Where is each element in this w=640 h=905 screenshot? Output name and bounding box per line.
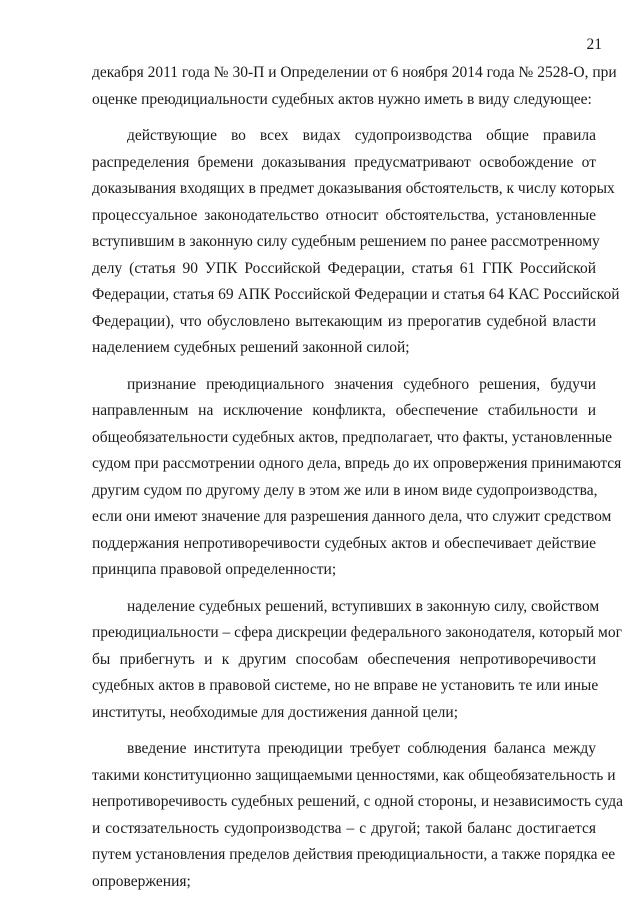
- text-line: направленным на исключение конфликта, обеспечение стабильности и: [92, 402, 596, 419]
- text-line: доказывания входящих в предмет доказывания обстоятельств, к числу которых: [92, 180, 615, 197]
- page-number: 21: [586, 36, 602, 53]
- text-line: если они имеют значение для разрешения данного дела, что служит средством: [92, 508, 612, 525]
- text-line: другим судом по другому делу в этом же или в ином виде судопроизводства,: [92, 481, 598, 499]
- text-line: декабря 2011 года № 30-П и Определении от 6 ноября 2014 года № 2528-О, при: [92, 64, 617, 81]
- text-line: наделением судебных решений законной силой;: [92, 339, 410, 356]
- paragraph: [92, 123, 620, 362]
- document-body: [92, 60, 623, 895]
- text-line: такими конституционно защищаемыми ценностями, как общеобязательность и: [92, 766, 616, 784]
- text-line: процессуальное законодательство относит обстоятельства, установленные: [92, 206, 596, 224]
- text-line: вступившим в законную силу судебным решением по ранее рассмотренному: [92, 233, 600, 250]
- text-line: опровержения;: [92, 872, 191, 890]
- text-line: наделение судебных решений, вступивших в законную силу, свойством: [127, 597, 600, 615]
- text-line: действующие во всех видах судопроизводства общие правила: [127, 127, 596, 144]
- text-line: общеобязательности судебных актов, предполагает, что факты, установленные: [92, 428, 613, 446]
- text-line: путем установления пределов действия преюдициальности, а также порядка ее: [92, 846, 616, 863]
- text-line: признание преюдициального значения судебного решения, будучи: [127, 375, 596, 393]
- text-line: Федерации), что обусловлено вытекающим из прерогатив судебной власти: [92, 312, 596, 330]
- text-line: поддержания непротиворечивости судебных актов и обеспечивает действие: [92, 534, 596, 552]
- text-line: судебных актов в правовой системе, но не вправе не установить те или иные: [92, 677, 599, 694]
- text-line: делу (статья 90 УПК Российской Федерации, статья 61 ГПК Российской: [92, 259, 596, 277]
- paragraph: [92, 594, 622, 727]
- text-line: судом при рассмотрении одного дела, впредь до их опровержения принимаются: [92, 455, 622, 472]
- paragraph: [92, 736, 623, 895]
- text-line: принципа правовой определенности;: [92, 561, 337, 578]
- text-line: бы прибегнуть и к другим способам обеспечения непротиворечивости: [92, 650, 596, 668]
- text-line: и состязательность судопроизводства – с другой; такой баланс достигается: [92, 819, 596, 837]
- text-line: оценке преюдициальности судебных актов нужно иметь в виду следующее:: [92, 90, 592, 108]
- paragraph: [92, 372, 622, 584]
- text-line: Федерации, статья 69 АПК Российской Федерации и статья 64 КАС Российской: [92, 286, 620, 303]
- paragraph: [92, 60, 617, 113]
- text-line: введение института преюдиции требует соблюдения баланса между: [127, 740, 596, 757]
- text-line: институты, необходимые для достижения данной цели;: [92, 703, 458, 721]
- text-line: распределения бремени доказывания предусматривают освобождение от: [92, 153, 596, 171]
- text-line: непротиворечивость судебных решений, с одной стороны, и независимость суда: [92, 793, 623, 810]
- text-line: преюдициальности – сфера дискреции федерального законодателя, который мог: [92, 624, 622, 641]
